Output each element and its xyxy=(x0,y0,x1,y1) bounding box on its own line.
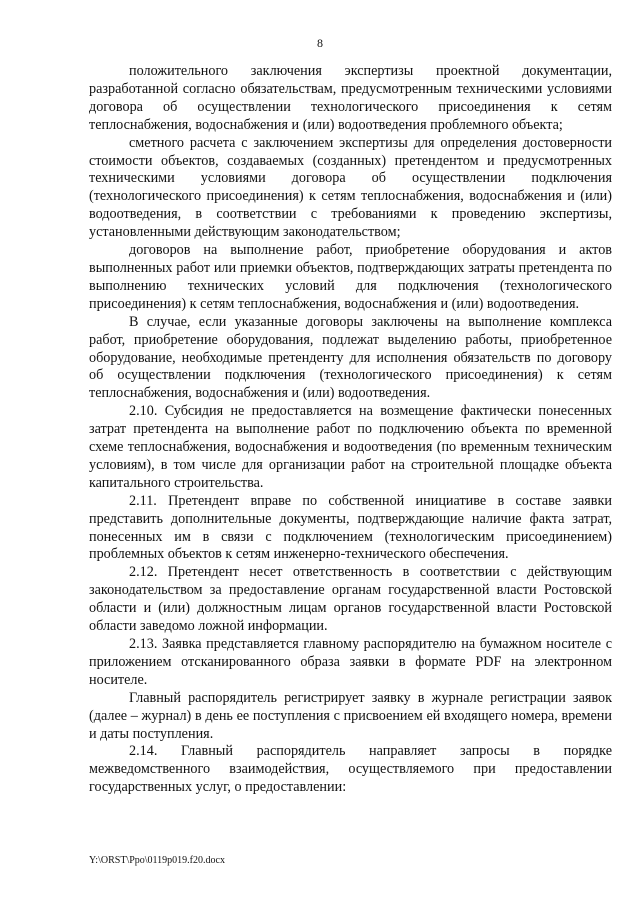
paragraph-2-13: 2.13. Заявка представляется главному распорядителю на бумажном носителе с приложением отсканированного образа заявки в формате PDF на электронном носителе. xyxy=(89,636,612,688)
paragraph-estimate: сметного расчета с заключением экспертизы для определения достоверности стоимости объектов, создаваемых (созданных) претендентом и предусмотренных техническими условиями договора об осуществлении подключения (технологического присоединения) к сетям теплоснабжения, водоснабжения и (или) водоотведения, в соответствии с требованиями к проведению экспертизы, установленными действующим законодательством; xyxy=(89,134,612,241)
paragraph-2-10: 2.10. Субсидия не предоставляется на возмещение фактически понесенных затрат претендента на выполнение работ по подключению объекта по временной схеме теплоснабжения, водоснабжения и водоотведения (по временным техническим условиям), в том числе для организации работ на строительной площадке объекта капитального строительства. xyxy=(89,403,612,491)
page-number: 8 xyxy=(317,36,323,50)
paragraph-contracts: договоров на выполнение работ, приобретение оборудования и актов выполненных работ или приемки объектов, подтверждающих затраты претендента по выполнению технических условий для подключения (технологического присоединения) к сетям теплоснабжения, водоснабжения и (или) водоотведения. xyxy=(89,242,612,312)
paragraph-2-12: 2.12. Претендент несет ответственность в соответствии с действующим законодательством за предоставление органам государственной власти Ростовской области и (или) должностным лицам органов государственной власти Ростовской области заведомо ложной информации. xyxy=(89,564,612,635)
file-path-footer: Y:\ORST\Ppo\0119p019.f20.docx xyxy=(89,855,225,866)
paragraph-complex-contracts: В случае, если указанные договоры заключены на выполнение комплекса работ, приобретение оборудования, подлежат выделению работы, приобретенное оборудование, необходимые претенденту для исполнения обязательств по договору об осуществлении подключения (технологического присоединения) к сетям теплоснабжения, водоснабжения и (или) водоотведения. xyxy=(89,313,612,402)
paragraph-expertise-conclusion: положительного заключения экспертизы проектной документации, разработанной согласно обязательствам, предусмотренным техническими условиями договора об осуществлении технологического присоединения к сетям теплоснабжения, водоснабжения и (или) водоотведения проблемного объекта; xyxy=(89,63,612,133)
paragraph-2-11: 2.11. Претендент вправе по собственной инициативе в составе заявки представить дополнительные документы, подтверждающие наличие факта затрат, понесенных им в связи с подключением (технологическим присоединением) проблемных объектов к сетям инженерно-технического обеспечения. xyxy=(89,492,612,563)
paragraph-registration: Главный распорядитель регистрирует заявку в журнале регистрации заявок (далее – журнал) в день ее поступления с присвоением ей входящего номера, времени и даты поступления. xyxy=(89,689,612,742)
document-body xyxy=(89,63,612,797)
paragraph-2-14: 2.14. Главный распорядитель направляет запросы в порядке межведомственного взаимодействия, осуществляемого при предоставлении государственных услуг, о предоставлении: xyxy=(89,743,612,796)
